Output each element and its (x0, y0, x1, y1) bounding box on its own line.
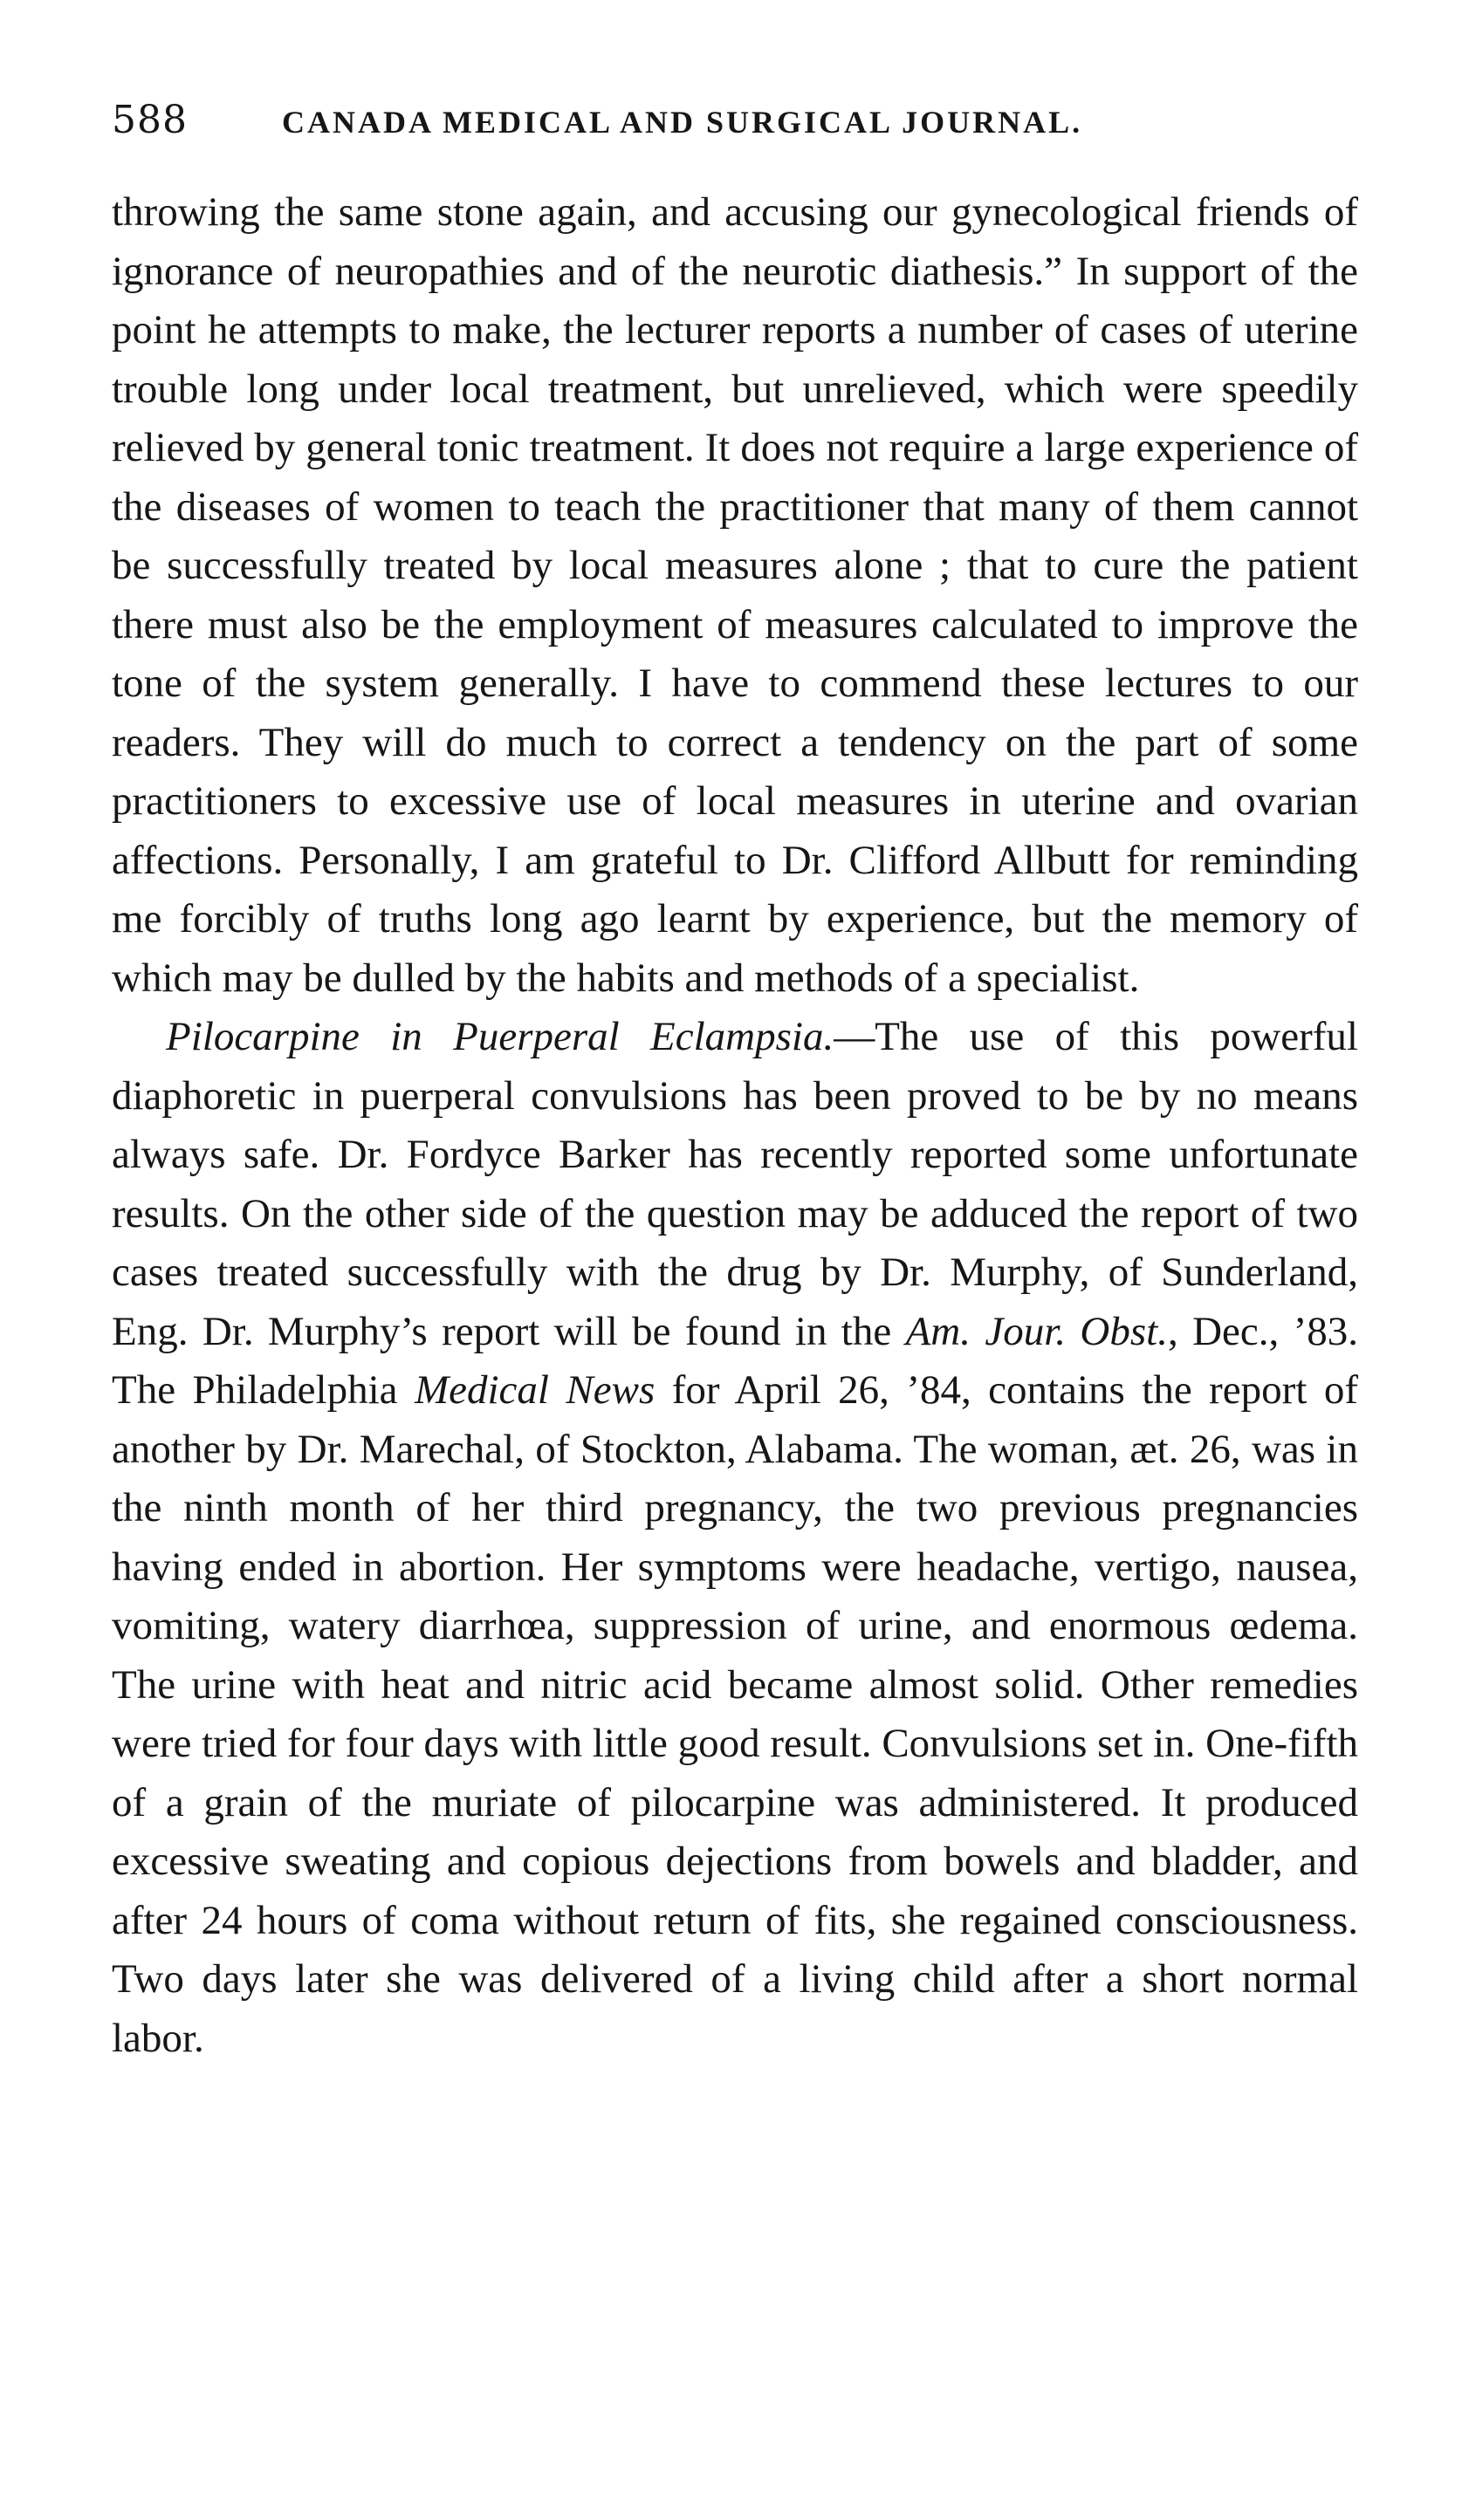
running-head (112, 98, 1357, 150)
paragraph-text: for April 26, ’84, contains the report of another by Dr. Marechal, of Stockton, Alabama. The woman, æt. 26, was in the ninth month of her third pregnancy, the two previous pregnancies having ended in abortion. Her symptoms were headache, vertigo, nausea, vomiting, watery diarrhœa, suppression of urine, and enormous œdema. The urine with heat and nitric acid became almost solid. Other remedies were tried for four days with little good result. Convulsions set in. One-fifth of a grain of the muriate of pilocarpine was administered. It produced excessive sweating and copious dejections from bowels and bladder, and after 24 hours of coma without return of fits, she regained consciousness. Two days later she was delivered of a living child after a short normal labor. (112, 1367, 1359, 2061)
journal-citation: Am. Jour. Obst. (905, 1308, 1168, 1354)
article-body (112, 183, 1358, 2068)
page-number: 588 (112, 98, 188, 142)
section-heading: Pilocarpine in Puerperal Eclampsia. (166, 1014, 834, 1059)
journal-citation: Medical News (414, 1367, 655, 1413)
paragraph-text: , Dec., ’83. The Philadelphia (112, 1308, 1358, 1413)
paragraph-pilocarpine (112, 1008, 1358, 2068)
paragraph-continuation: throwing the same stone again, and accusing our gynecological friends of ignorance of neuropathies and of the neurotic diathesis.” In support of the point he attempts to make, the lecturer reports a number of cases of uterine trouble long under local treatment, but unrelieved, which were speedily relieved by general tonic treatment. It does not require a large experience of the diseases of women to teach the practitioner that many of them cannot be successfully treated by local measures alone ; that to cure the patient there must also be the employment of measures calculated to improve the tone of the system generally. I have to commend these lectures to our readers. They will do much to correct a tendency on the part of some practitioners to excessive use of local measures in uterine and ovarian affections. Personally, I am grateful to Dr. Clifford Allbutt for reminding me forcibly of truths long ago learnt by experience, but the memory of which may be dulled by the habits and methods of a specialist. (112, 189, 1358, 1001)
journal-title: CANADA MEDICAL AND SURGICAL JOURNAL. (282, 105, 1083, 140)
paragraph-text: —The use of this powerful diaphoretic in puerperal convulsions has been proved to be by no means always safe. Dr. Fordyce Barker has recently reported some unfortunate results. On the other side of the question may be adduced the report of two cases treated successfully with the drug by Dr. Murphy, of Sunderland, Eng. Dr. Murphy’s report will be found in the (112, 1014, 1358, 1354)
